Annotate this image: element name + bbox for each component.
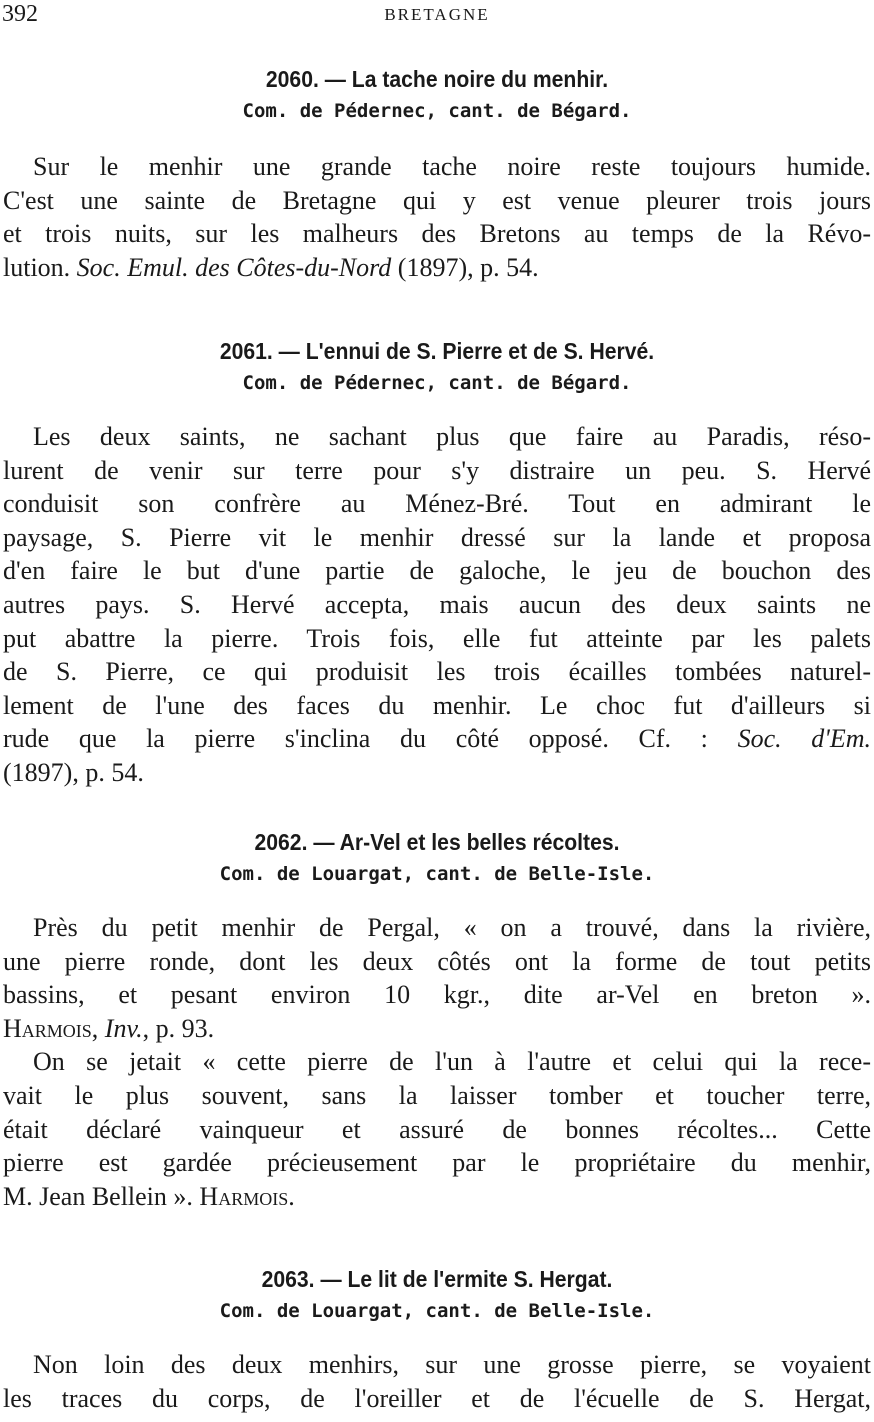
text-line: pierre est gardée précieusement par le propriétaire du menhir,	[3, 1148, 871, 1178]
text-line: vait le plus souvent, sans la laisser tomber et toucher terre,	[3, 1080, 871, 1110]
text-line: Non loin des deux menhirs, sur une grosse pierre, se voyaient	[33, 1350, 871, 1379]
text-line: Près du petit menhir de Pergal, « on a trouvé, dans la rivière,	[33, 913, 871, 942]
text-line: et trois nuits, sur les malheurs des Bretons au temps de la Révo-	[3, 219, 871, 249]
text-line: une pierre ronde, dont les deux côtés ont la forme de tout petits	[3, 946, 871, 976]
text-line: lurent de venir sur terre pour s'y distraire un peu. S. Hervé	[3, 455, 871, 485]
text-line: paysage, S. Pierre vit le menhir dressé sur la lande et proposa	[3, 522, 871, 552]
text-line: d'en faire le but d'une partie de galoche, le jeu de bouchon des	[3, 556, 871, 586]
text-line	[3, 251, 871, 285]
citation-title: Inv.	[104, 1013, 143, 1043]
entry-location: Com. de Louargat, cant. de Belle-Isle.	[219, 1300, 655, 1322]
text-fragment: rude que la pierre s'inclina du côté opposé. Cf. :	[3, 724, 738, 754]
paragraph	[0, 1045, 874, 1213]
paragraph	[0, 150, 874, 284]
entry-2063	[0, 1264, 874, 1415]
entry-title: 2062. — Ar-Vel et les belles récoltes.	[254, 829, 620, 855]
text-fragment: (1897), p. 54.	[391, 252, 539, 282]
entry-2062	[0, 827, 874, 1213]
citation-title: Soc. Emul. des Côtes-du-Nord	[76, 252, 392, 282]
entry-2061	[0, 336, 874, 790]
text-line: Sur le menhir une grande tache noire reste toujours humide.	[33, 152, 871, 181]
text-line	[3, 1012, 871, 1046]
text-line: conduisit son confrère au Ménez-Bré. Tout en admirant le	[3, 489, 871, 519]
entry-2060	[0, 64, 874, 284]
entry-title: 2063. — Le lit de l'ermite S. Hergat.	[261, 1266, 613, 1292]
paragraph	[0, 911, 874, 1045]
author-name: Harmois	[199, 1181, 289, 1211]
entry-title: 2060. — La tache noire du menhir.	[265, 66, 609, 92]
entry-location: Com. de Pédernec, cant. de Bégard.	[242, 100, 632, 122]
text-line: était déclaré vainqueur et assuré de bonnes récoltes... Cette	[3, 1114, 871, 1144]
text-line: put abattre la pierre. Trois fois, elle fut atteinte par les palets	[3, 623, 871, 653]
running-head	[0, 0, 874, 30]
text-line: C'est une sainte de Bretagne qui y est venue pleurer trois jours	[3, 185, 871, 215]
text-line: bassins, et pesant environ 10 kgr., dite ar-Vel en breton ».	[3, 980, 871, 1010]
text-fragment: M. Jean Bellein ».	[3, 1181, 200, 1211]
text-fragment: ,	[91, 1013, 105, 1043]
text-line: (1897), p. 54.	[3, 757, 144, 787]
text-line: On se jetait « cette pierre de l'un à l'autre et celui qui la rece-	[33, 1047, 871, 1077]
text-fragment: , p. 93.	[142, 1013, 215, 1043]
text-line: les traces du corps, de l'oreiller et de l'écuelle de S. Hergat,	[3, 1383, 871, 1413]
entry-location: Com. de Pédernec, cant. de Bégard.	[242, 372, 632, 394]
citation-title: Soc. d'Em.	[737, 724, 871, 754]
text-fragment: lution.	[3, 252, 77, 282]
text-line: de S. Pierre, ce qui produisit les trois écailles tombées naturel-	[3, 657, 871, 687]
text-fragment: .	[288, 1181, 295, 1211]
entry-title: 2061. — L'ennui de S. Pierre et de S. Hervé.	[219, 338, 655, 364]
entry-location: Com. de Louargat, cant. de Belle-Isle.	[219, 863, 655, 885]
text-line: autres pays. S. Hervé accepta, mais aucun des deux saints ne	[3, 589, 871, 619]
author-name: Harmois	[3, 1013, 92, 1043]
paragraph	[0, 420, 874, 790]
text-line	[3, 1180, 871, 1214]
text-line: Les deux saints, ne sachant plus que faire au Paradis, réso-	[33, 422, 871, 451]
running-title: BRETAGNE	[384, 5, 490, 24]
text-line	[3, 722, 871, 756]
text-line: lement de l'une des faces du menhir. Le choc fut d'ailleurs si	[3, 690, 871, 720]
page-number: 392	[2, 1, 38, 27]
paragraph	[0, 1348, 874, 1415]
